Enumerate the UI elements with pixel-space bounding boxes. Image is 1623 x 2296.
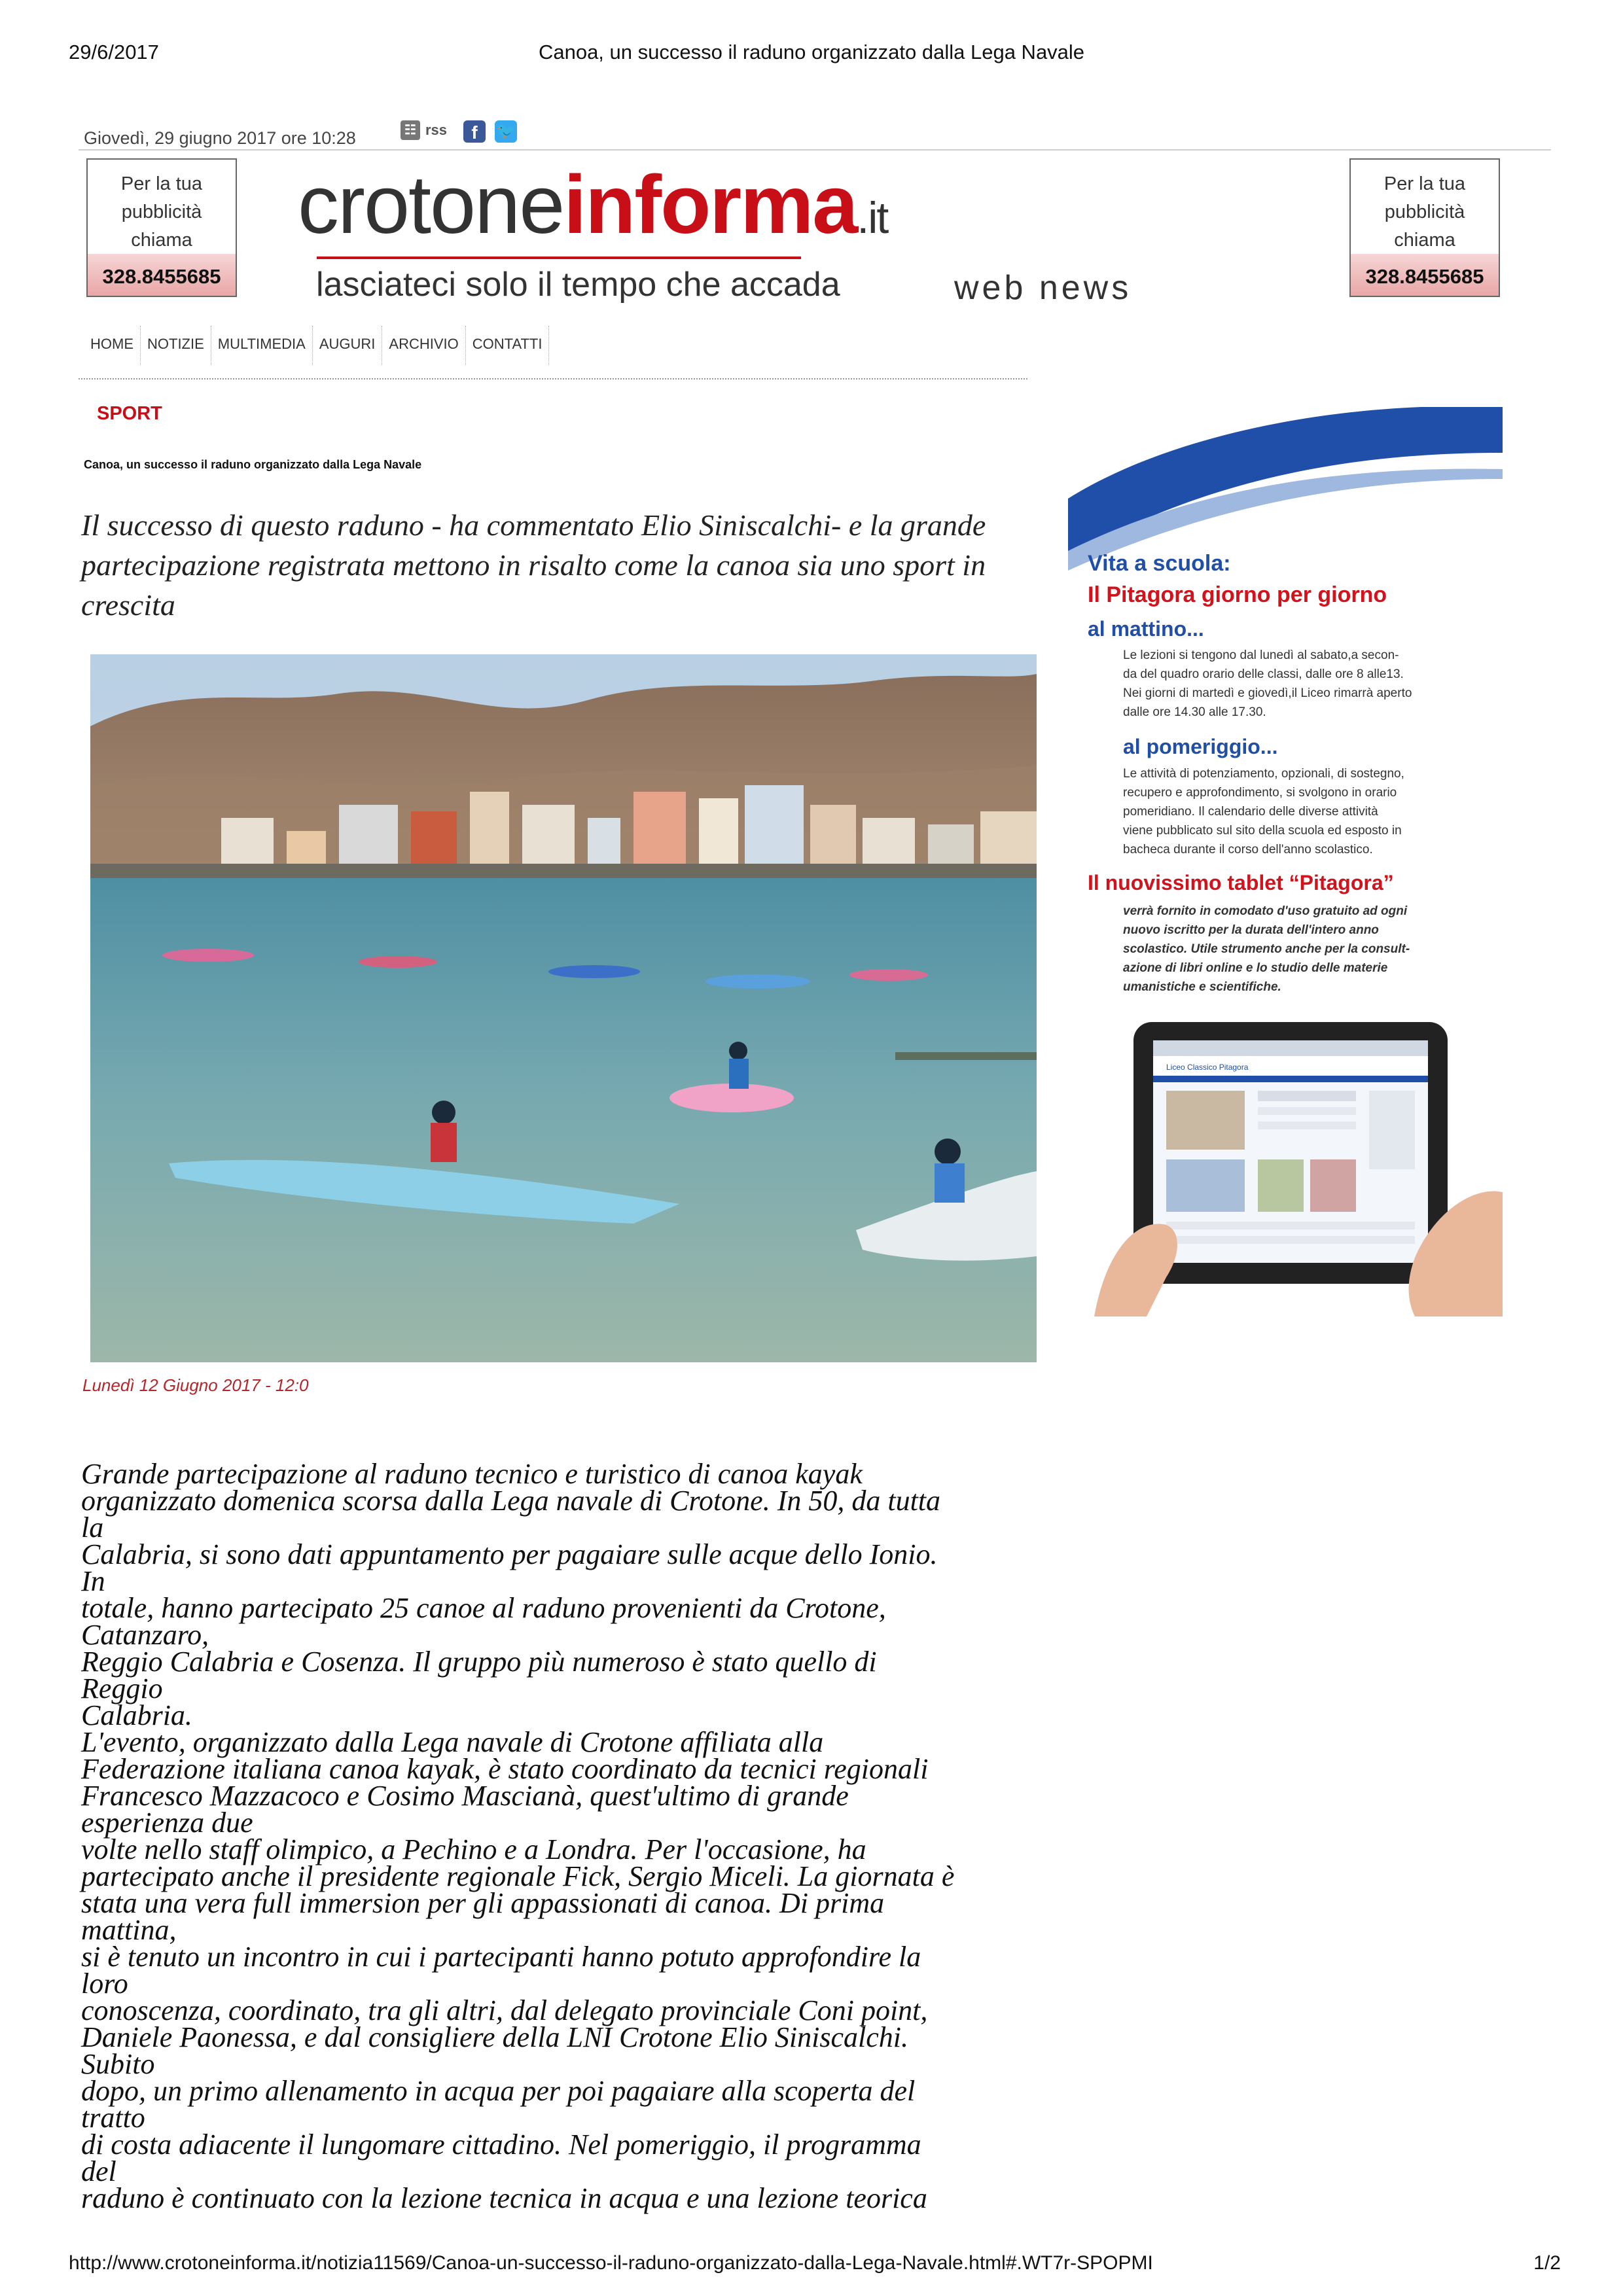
advert-title-1: Vita a scuola: — [1088, 551, 1231, 576]
body-line: del — [81, 2155, 116, 2187]
logo-part-crotone: crotone — [298, 158, 564, 251]
left-advert[interactable] — [86, 158, 237, 297]
nav-contatti[interactable]: CONTATTI — [466, 326, 550, 365]
advert-text: chiama — [1394, 230, 1455, 251]
header-divider — [79, 149, 1551, 150]
advert-line: recupero e approfondimento, si svolgono in orario — [1123, 786, 1397, 800]
main-nav — [84, 326, 549, 365]
body-line: di costa adiacente il lungomare cittadino. Nel pomeriggio, il programma — [81, 2128, 921, 2161]
nav-home[interactable]: HOME — [84, 326, 141, 365]
print-title: Canoa, un successo il raduno organizzato dalla Lega Navale — [538, 41, 1085, 63]
body-line: totale, hanno partecipato 25 canoe al raduno provenienti da Crotone, — [81, 1592, 886, 1624]
advert-title-2: Il Pitagora giorno per giorno — [1088, 582, 1387, 607]
body-line: Reggio Calabria e Cosenza. Il gruppo più numeroso è stato quello di — [81, 1646, 877, 1678]
advert-line: nuovo iscritto per la durata dell'intero anno — [1123, 923, 1379, 937]
logo-subtitle: web news — [954, 269, 1132, 307]
body-line: Calabria. — [81, 1699, 192, 1731]
print-page-number: 1/2 — [1533, 2252, 1561, 2274]
body-line: Daniele Paonessa, e dal consigliere della LNI Crotone Elio Siniscalchi. — [81, 2021, 909, 2053]
site-logo[interactable] — [298, 158, 888, 251]
body-line: L'evento, organizzato dalla Lega navale di Crotone affiliata alla — [81, 1726, 824, 1758]
body-line: partecipato anche il presidente regionale Fick, Sergio Miceli. La giornata è — [81, 1860, 955, 1892]
body-line: Federazione italiana canoa kayak, è stato coordinato da tecnici regionali — [81, 1753, 929, 1785]
section-label[interactable]: SPORT — [97, 403, 162, 424]
body-line: si è tenuto un incontro in cui i partecipanti hanno potuto approfondire la — [81, 1941, 921, 1973]
advert-text: Per la tua pubblicità — [1383, 173, 1466, 222]
advert-phone: 328.8455685 — [1351, 254, 1499, 296]
body-line: la — [81, 1511, 104, 1544]
school-advert[interactable] — [1068, 407, 1503, 1316]
body-line: mattina, — [81, 1914, 177, 1946]
rss-label[interactable]: rss — [425, 122, 448, 138]
advert-text: Per la tua pubblicità — [120, 173, 203, 222]
nav-notizie[interactable]: NOTIZIE — [141, 326, 211, 365]
logo-tagline: lasciateci solo il tempo che accada — [316, 266, 840, 304]
body-line: Grande partecipazione al raduno tecnico e turistico di canoa kayak — [81, 1458, 863, 1490]
body-line: conoscenza, coordinato, tra gli altri, dal delegato provinciale Coni point, — [81, 1994, 928, 2026]
body-line: loro — [81, 1968, 128, 2000]
body-line: Catanzaro, — [81, 1619, 209, 1651]
nav-multimedia[interactable]: MULTIMEDIA — [211, 326, 313, 365]
article-date: Lunedì 12 Giugno 2017 - 12:0 — [82, 1375, 309, 1395]
print-url: http://www.crotoneinforma.it/notizia11569/Canoa-un-successo-il-raduno-organizzato-dalla-Lega-Navale.html#.WT7r-SPOPMI — [69, 2252, 1153, 2274]
rss-icon[interactable]: ☷ — [401, 120, 420, 140]
advert-line: verrà fornito in comodato d'uso gratuito ad ogni — [1123, 904, 1408, 918]
advert-line: Le attività di potenziamento, opzionali, di sostegno, — [1123, 767, 1404, 781]
twitter-icon[interactable]: 🐦 — [495, 120, 517, 143]
advert-line: umanistiche e scientifiche. — [1123, 980, 1281, 994]
print-date: 29/6/2017 — [69, 41, 159, 63]
body-line: Francesco Mazzacoco e Cosimo Mascianà, quest'ultimo di grande — [81, 1780, 849, 1812]
body-line: Subito — [81, 2048, 155, 2080]
body-line: Reggio — [81, 1672, 163, 1704]
article-title: Canoa, un successo il raduno organizzato dalla Lega Navale — [84, 458, 422, 471]
tablet-heading: Il nuovissimo tablet “Pitagora” — [1088, 871, 1394, 894]
body-line: stata una vera full immersion per gli appassionati di canoa. Di prima — [81, 1887, 885, 1919]
advert-text: chiama — [131, 230, 192, 251]
morning-heading: al mattino... — [1088, 617, 1204, 641]
advert-line: viene pubblicato sul sito della scuola ed esposto in — [1123, 824, 1402, 838]
advert-line: da del quadro orario delle classi, dalle ore 8 alle13. — [1123, 667, 1404, 681]
advert-line: pomeridiano. Il calendario delle diverse attività — [1123, 805, 1378, 819]
article-body — [81, 1460, 1043, 2212]
logo-part-informa: informa — [563, 158, 857, 251]
logo-underline — [317, 256, 801, 259]
logo-part-tld: .it — [857, 193, 888, 243]
advert-line: Nei giorni di martedì e giovedì,il Liceo rimarrà aperto — [1123, 686, 1412, 700]
advert-line: scolastico. Utile strumento anche per la consult- — [1123, 942, 1410, 956]
article-lede: Il successo di questo raduno - ha commentato Elio Siniscalchi- e la grande partecipazione registrata mettono in risalto come la canoa sia uno sport in crescita — [81, 508, 986, 622]
body-line: raduno è continuato con la lezione tecnica in acqua e una lezione teorica — [81, 2182, 927, 2214]
nav-archivio[interactable]: ARCHIVIO — [382, 326, 465, 365]
advert-line: Le lezioni si tengono dal lunedì al sabato,a secon- — [1123, 648, 1399, 662]
advert-phone: 328.8455685 — [88, 254, 236, 296]
advert-line: azione di libri online e lo studio delle materie — [1123, 961, 1388, 975]
body-line: volte nello staff olimpico, a Pechino e a Londra. Per l'occasione, ha — [81, 1833, 866, 1865]
afternoon-heading: al pomeriggio... — [1123, 735, 1278, 758]
article-photo — [90, 654, 1037, 1362]
current-datetime: Giovedì, 29 giugno 2017 ore 10:28 — [84, 128, 356, 148]
body-line: organizzato domenica scorsa dalla Lega navale di Crotone. In 50, da tutta — [81, 1485, 941, 1517]
body-line: tratto — [81, 2102, 145, 2134]
right-advert[interactable] — [1349, 158, 1500, 297]
body-line: In — [81, 1565, 105, 1597]
advert-line: dalle ore 14.30 alle 17.30. — [1123, 705, 1266, 719]
tablet-screen-title: Liceo Classico Pitagora — [1166, 1063, 1249, 1072]
nav-divider — [79, 378, 1027, 380]
facebook-icon[interactable]: f — [463, 120, 486, 143]
advert-line: bacheca durante il corso dell'anno scolastico. — [1123, 843, 1373, 857]
body-line: Calabria, si sono dati appuntamento per pagaiare sulle acque dello Ionio. — [81, 1538, 938, 1570]
body-line: esperienza due — [81, 1807, 253, 1839]
body-line: dopo, un primo allenamento in acqua per poi pagaiare alla scoperta del — [81, 2075, 916, 2107]
nav-auguri[interactable]: AUGURI — [313, 326, 383, 365]
